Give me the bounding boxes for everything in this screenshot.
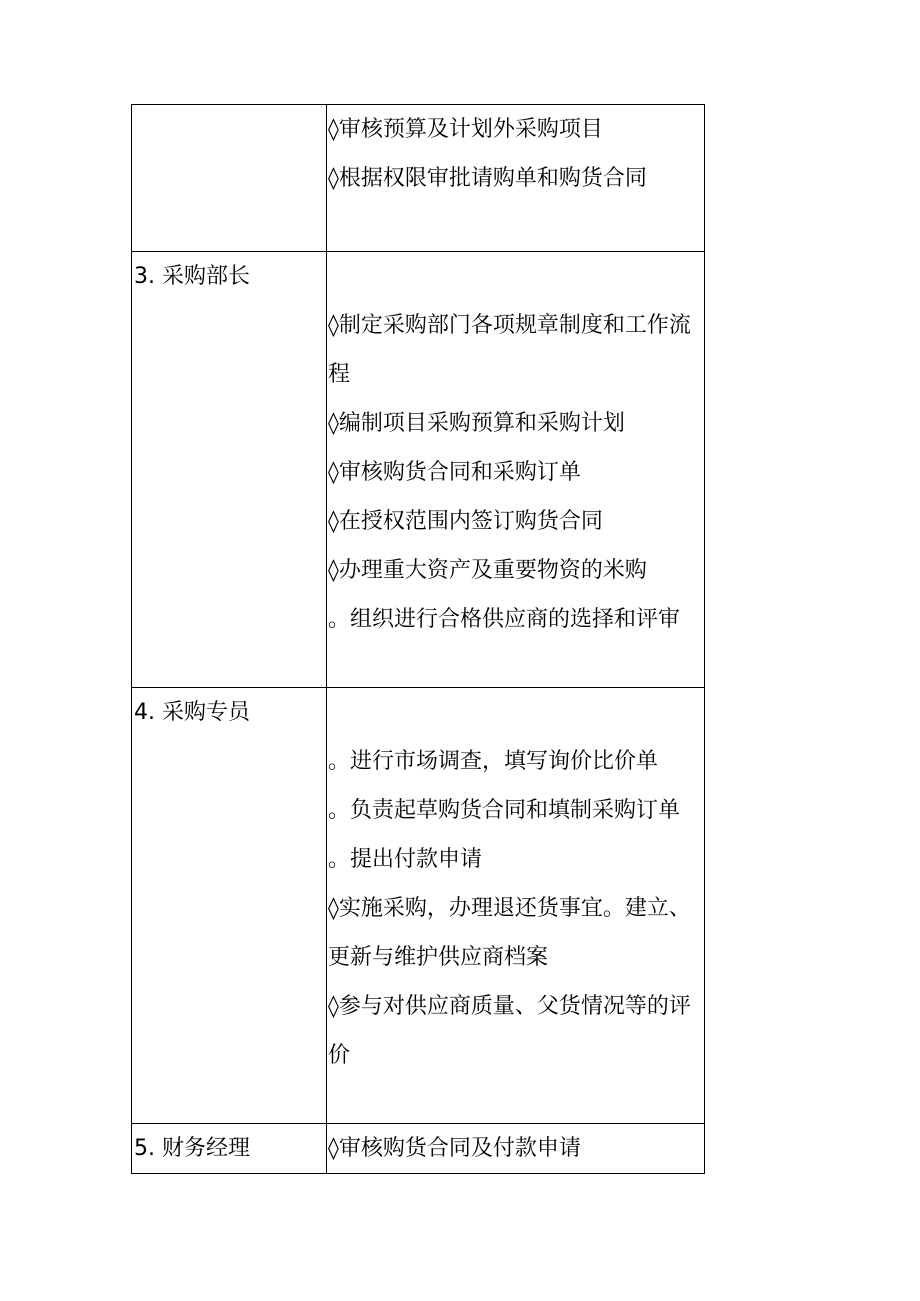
role-label: 5. 财务经理	[134, 1136, 250, 1161]
duty-item: 。组织进行合格供应商的选择和评审	[328, 607, 681, 632]
role-label: 3. 采购部长	[134, 264, 250, 289]
duty-item: ◊参与对供应商质量、父货情况等的评价	[328, 994, 691, 1068]
table-row	[132, 252, 705, 688]
duty-item: ◊在授权范围内签订购货合同	[328, 509, 603, 534]
duty-item: ◊办理重大资产及重要物资的米购	[328, 558, 647, 583]
duty-item: 。负责起草购货合同和填制采购订单	[328, 798, 681, 823]
duty-item: ◊审核购货合同及付款申请	[328, 1136, 581, 1161]
duty-item: 。进行市场调查，填写询价比价单	[328, 749, 659, 774]
duty-item: ◊实施采购，办理退还货事宜。建立、更新与维护供应商档案	[328, 896, 691, 970]
duty-item: ◊制定采购部门各项规章制度和工作流程	[328, 313, 691, 387]
duty-item: ◊审核预算及计划外采购项目	[328, 117, 603, 142]
table-row	[132, 688, 705, 1124]
duty-item: ◊审核购货合同和采购订单	[328, 460, 581, 485]
responsibility-table	[131, 104, 705, 1174]
duty-cell	[327, 252, 705, 688]
duty-item: ◊根据权限审批请购单和购货合同	[328, 166, 647, 191]
table-row	[132, 1124, 705, 1174]
role-label: 4. 采购专员	[134, 700, 250, 725]
table-row	[132, 105, 705, 252]
blank-line	[328, 252, 702, 301]
duty-cell	[327, 688, 705, 1124]
role-cell	[132, 1124, 327, 1174]
blank-line	[328, 688, 702, 737]
duty-cell	[327, 105, 705, 252]
role-cell	[132, 252, 327, 688]
duty-cell	[327, 1124, 705, 1174]
duty-item: ◊编制项目采购预算和采购计划	[328, 411, 625, 436]
role-cell	[132, 105, 327, 252]
role-cell	[132, 688, 327, 1124]
duty-item: 。提出付款申请	[328, 847, 483, 872]
